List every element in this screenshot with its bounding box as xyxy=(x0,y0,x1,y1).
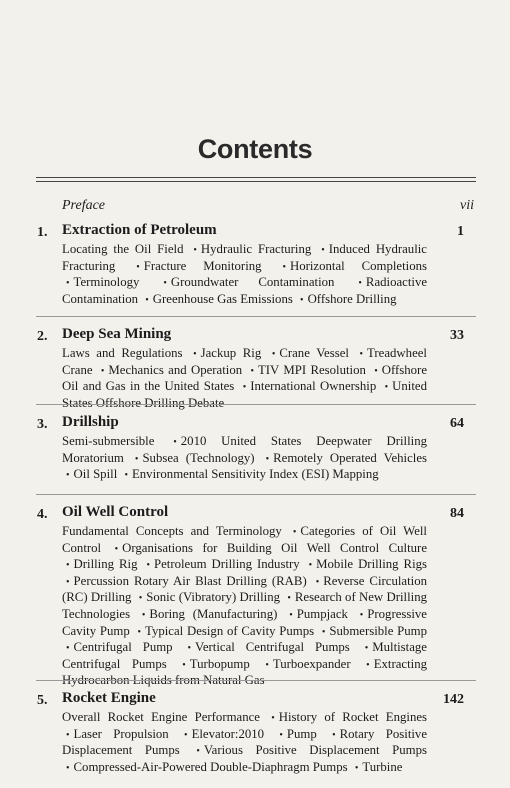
topic-item: TIV MPI Resolution xyxy=(257,362,366,377)
topic-separator: • xyxy=(66,278,70,290)
chapter-number: 1. xyxy=(37,225,48,240)
topic-item: Fracture Monitoring xyxy=(143,258,262,273)
topic-item: Environmental Sensitivity Index (ESI) Mapping xyxy=(131,467,379,482)
preface-entry xyxy=(62,198,474,214)
topic-separator: • xyxy=(66,560,70,572)
chapter-page: 84 xyxy=(450,506,464,521)
topic-separator: • xyxy=(196,746,200,758)
topic-item: Pump xyxy=(286,726,317,741)
chapter-page: 33 xyxy=(450,328,464,343)
topic-separator: • xyxy=(66,729,70,741)
chapter-title: Rocket Engine xyxy=(62,690,156,706)
topic-item: Turbopump xyxy=(189,656,250,671)
topic-separator: • xyxy=(384,382,389,394)
topic-separator: • xyxy=(359,609,364,621)
preface-label: Preface xyxy=(62,198,106,213)
topic-item: Vertical Centrifugal Pumps xyxy=(195,640,350,655)
chapter-page: 1 xyxy=(457,224,464,239)
topic-item: Locating the Oil Field xyxy=(62,242,184,256)
chapter-number: 5. xyxy=(37,693,48,708)
topic-separator: • xyxy=(315,576,320,588)
topic-separator: • xyxy=(359,349,364,360)
topic-separator: • xyxy=(137,626,142,638)
chapter-topics xyxy=(62,524,427,688)
title-rule-bottom xyxy=(36,181,476,182)
chapter-title: Drillship xyxy=(62,414,119,430)
topic-item: Pumpjack xyxy=(296,606,348,621)
topic-item: Terminology xyxy=(73,275,140,290)
topic-item: Overall Rocket Engine Performance xyxy=(62,710,260,724)
topic-separator: • xyxy=(354,762,359,774)
topic-separator: • xyxy=(271,713,275,724)
topic-item: Compressed-Air-Powered Double-Diaphragm Pumps xyxy=(73,759,348,774)
topic-separator: • xyxy=(66,470,70,482)
topic-separator: • xyxy=(300,294,304,306)
topic-item: Drilling Rig xyxy=(73,557,138,572)
topic-item: Centrifugal Pump xyxy=(73,640,173,655)
topic-separator: • xyxy=(114,543,119,555)
topic-separator: • xyxy=(308,560,313,572)
topic-separator: • xyxy=(250,365,254,377)
topic-separator: • xyxy=(193,349,197,360)
topic-separator: • xyxy=(163,278,167,290)
topic-separator: • xyxy=(136,261,140,273)
topic-separator: • xyxy=(287,593,291,605)
topic-item: Submersible Pump xyxy=(329,623,428,638)
title-rule-top xyxy=(36,177,476,178)
chapter-divider xyxy=(36,494,476,495)
topic-item: Horizontal Completions xyxy=(289,258,427,273)
topic-item: 2010 United States Deepwater Drilling Moratorium xyxy=(62,434,427,465)
topic-separator: • xyxy=(358,278,362,290)
topic-item: Induced Hydraulic Fracturing xyxy=(62,242,427,273)
topic-separator: • xyxy=(242,382,247,394)
topic-item: History of Rocket Engines xyxy=(278,710,428,724)
preface-page: vii xyxy=(460,198,474,213)
topic-item: Categories of Oil Well Control xyxy=(62,524,427,555)
topic-separator: • xyxy=(173,437,177,448)
topic-item: Fundamental Concepts and Terminology xyxy=(62,524,282,538)
topic-item: Petroleum Drilling Industry xyxy=(153,557,300,572)
chapter-topics xyxy=(62,346,427,410)
topic-item: Remotely Operated Vehicles xyxy=(273,450,428,465)
topic-item: Mechanics and Operation xyxy=(108,362,243,377)
topic-separator: • xyxy=(279,729,283,741)
chapter-divider xyxy=(36,316,476,317)
chapter-title: Extraction of Petroleum xyxy=(62,222,217,238)
topic-item: International Ownership xyxy=(250,379,377,394)
topic-separator: • xyxy=(366,659,370,671)
chapter-number: 4. xyxy=(37,507,48,522)
topic-item: Percussion Rotary Air Blast Drilling (RAB) xyxy=(73,573,307,588)
chapter-title: Oil Well Control xyxy=(62,504,169,520)
topic-item: Hydraulic Fracturing xyxy=(200,242,312,256)
topic-separator: • xyxy=(146,560,150,572)
topic-item: Offshore Drilling xyxy=(307,291,397,306)
topic-separator: • xyxy=(66,762,70,774)
topic-separator: • xyxy=(374,365,378,377)
topic-separator: • xyxy=(182,659,186,671)
topic-separator: • xyxy=(292,527,297,538)
topic-item: Research of New Drilling Technologies xyxy=(62,590,428,621)
chapter-page: 142 xyxy=(443,692,464,707)
topic-item: Typical Design of Cavity Pumps xyxy=(145,623,315,638)
topic-item: Progressive Cavity Pump xyxy=(62,606,427,638)
chapter-divider xyxy=(36,404,476,405)
topic-separator: • xyxy=(138,593,143,605)
topic-separator: • xyxy=(321,626,326,638)
topic-separator: • xyxy=(66,576,70,588)
topic-separator: • xyxy=(193,245,197,256)
page-title: Contents xyxy=(197,134,313,164)
topic-item: Reverse Circulation (RC) Drilling xyxy=(62,573,427,605)
topic-item: Treadwheel Crane xyxy=(62,346,427,377)
topic-item: Elevator:2010 xyxy=(191,726,265,741)
topic-item: Semi-submersible xyxy=(62,434,155,448)
chapter-title: Deep Sea Mining xyxy=(62,326,172,342)
topic-item: Crane Vessel xyxy=(279,346,349,360)
topic-item: United States Offshore Drilling Debate xyxy=(62,379,428,410)
topic-item: Various Positive Displacement Pumps xyxy=(203,743,428,758)
topic-separator: • xyxy=(321,245,325,256)
topic-item: Greenhouse Gas Emissions xyxy=(152,291,293,306)
topic-separator: • xyxy=(134,453,139,465)
topic-item: Radioactive Contamination xyxy=(62,275,428,306)
topic-item: Organisations for Building Oil Well Control Culture xyxy=(122,540,427,555)
chapter-number: 2. xyxy=(37,329,48,344)
chapter-divider xyxy=(36,680,476,681)
chapter-topics xyxy=(62,242,427,308)
topic-separator: • xyxy=(124,470,128,482)
topic-separator: • xyxy=(66,643,70,655)
chapter-number: 3. xyxy=(37,417,48,432)
topic-item: Offshore Oil and Gas in the United States xyxy=(62,362,428,394)
topic-item: Turbine xyxy=(362,759,403,774)
topic-item: Mobile Drilling Rigs xyxy=(316,557,428,572)
topic-item: Extracting Hydrocarbon Liquids from Natural Gas xyxy=(62,656,427,688)
topic-separator: • xyxy=(187,643,192,655)
topic-item: Rotary Positive Displacement Pumps xyxy=(62,726,428,758)
topic-item: Laws and Regulations xyxy=(62,346,183,360)
topic-item: Multistage Centrifugal Pumps xyxy=(62,640,427,671)
topic-separator: • xyxy=(141,609,146,621)
topic-item: Jackup Rig xyxy=(200,346,262,360)
chapter-topics xyxy=(62,434,427,484)
topic-item: Groundwater Contamination xyxy=(170,275,335,290)
topic-separator: • xyxy=(145,294,149,306)
topic-separator: • xyxy=(184,729,188,741)
topic-separator: • xyxy=(271,349,276,360)
topic-separator: • xyxy=(332,729,336,741)
topic-item: Subsea (Technology) xyxy=(142,450,255,465)
topic-item: Oil Spill xyxy=(73,467,118,482)
topic-item: Boring (Manufacturing) xyxy=(149,606,278,621)
chapter-topics xyxy=(62,710,427,776)
topic-item: Sonic (Vibratory) Drilling xyxy=(146,590,281,605)
topic-separator: • xyxy=(265,453,270,465)
topic-separator: • xyxy=(282,261,286,273)
topic-separator: • xyxy=(364,643,369,655)
topic-item: Turboexpander xyxy=(272,656,351,671)
topic-separator: • xyxy=(289,609,293,621)
topic-separator: • xyxy=(265,659,269,671)
topic-item: Laser Propulsion xyxy=(73,726,169,741)
topic-separator: • xyxy=(100,365,105,377)
chapter-page: 64 xyxy=(450,416,464,431)
